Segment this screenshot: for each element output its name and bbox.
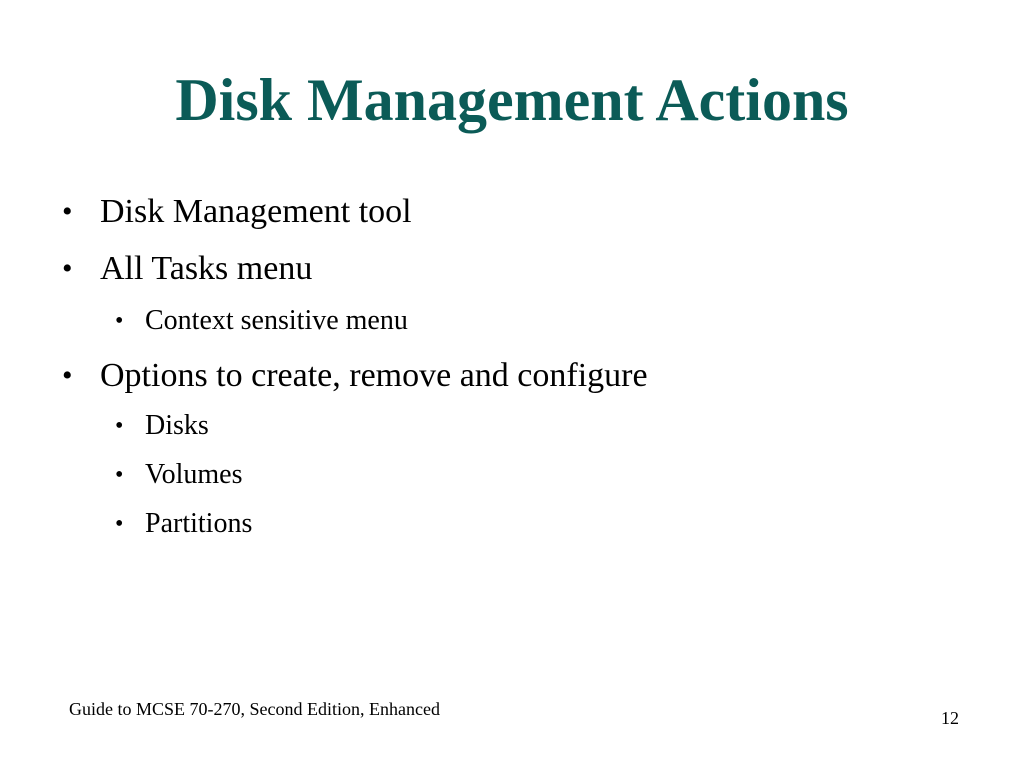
bullet-icon: • (62, 359, 73, 392)
slide-title: Disk Management Actions (175, 67, 849, 133)
bullet-text: Disks (145, 410, 209, 441)
bullet-text: All Tasks menu (100, 250, 313, 287)
bullet-icon: • (62, 252, 73, 285)
bullet-icon: • (115, 308, 124, 334)
sub-bullet-item (115, 507, 253, 541)
sub-bullet-item (115, 458, 243, 492)
sub-bullet-item (115, 304, 408, 338)
bullet-icon: • (62, 195, 73, 228)
bullet-text: Partitions (145, 508, 253, 539)
bullet-item (62, 356, 648, 396)
bullet-text: Context sensitive menu (145, 305, 408, 336)
bullet-item (62, 249, 313, 289)
bullet-text: Disk Management tool (100, 193, 412, 230)
bullet-icon: • (115, 462, 124, 488)
bullet-item (62, 192, 412, 232)
bullet-text: Volumes (145, 459, 243, 490)
bullet-icon: • (115, 511, 124, 537)
bullet-icon: • (115, 413, 124, 439)
footer-text: Guide to MCSE 70-270, Second Edition, Enhanced (69, 699, 440, 719)
sub-bullet-item (115, 409, 209, 443)
page-number: 12 (941, 708, 959, 728)
bullet-text: Options to create, remove and configure (100, 357, 648, 394)
